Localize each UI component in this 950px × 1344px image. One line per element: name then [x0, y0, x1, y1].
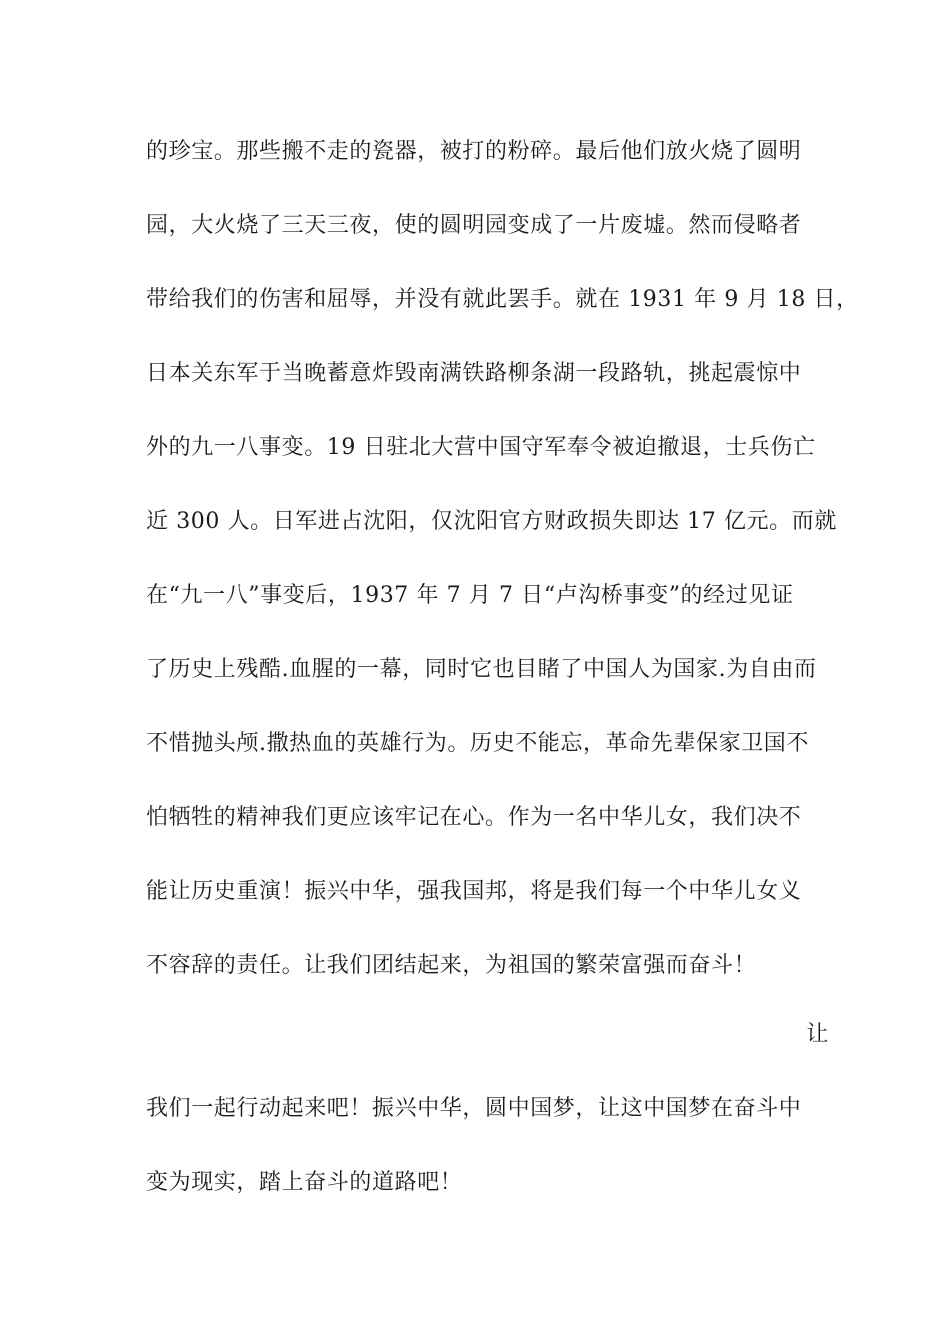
text-line: 近 300 人。日军进占沈阳，仅沈阳官方财政损失即达 17 亿元。而就: [146, 509, 837, 534]
text-line: 园，大火烧了三天三夜，使的圆明园变成了一片废墟。然而侵略者: [146, 213, 802, 238]
text-line: 日本关东军于当晚蓄意炸毁南满铁路柳条湖一段路轨，挑起震惊中: [146, 361, 802, 386]
text-line: 我们一起行动起来吧！振兴中华，圆中国梦，让这中国梦在奋斗中: [146, 1096, 802, 1121]
text-line: 不惜抛头颅.撒热血的英雄行为。历史不能忘，革命先辈保家卫国不: [146, 731, 809, 756]
text-line: 外的九一八事变。19 日驻北大营中国守军奉令被迫撤退，士兵伤亡: [146, 435, 816, 460]
text-line: 能让历史重演！振兴中华，强我国邦，将是我们每一个中华儿女义: [146, 879, 802, 904]
text-line: 在“九一八”事变后，1937 年 7 月 7 日“卢沟桥事变”的经过见证: [146, 583, 794, 608]
text-line: 让: [806, 1022, 829, 1047]
text-line: 的珍宝。那些搬不走的瓷器，被打的粉碎。最后他们放火烧了圆明: [146, 139, 802, 164]
text-line: 不容辞的责任。让我们团结起来，为祖国的繁荣富强而奋斗！: [146, 953, 757, 978]
text-line: 了历史上残酷.血腥的一幕，同时它也目睹了中国人为国家.为自由而: [146, 657, 817, 682]
text-line: 带给我们的伤害和屈辱，并没有就此罢手。就在 1931 年 9 月 18 日，: [146, 287, 859, 312]
text-line: 怕牺牲的精神我们更应该牢记在心。作为一名中华儿女，我们决不: [146, 805, 802, 830]
text-line: 变为现实，踏上奋斗的道路吧！: [146, 1170, 463, 1195]
